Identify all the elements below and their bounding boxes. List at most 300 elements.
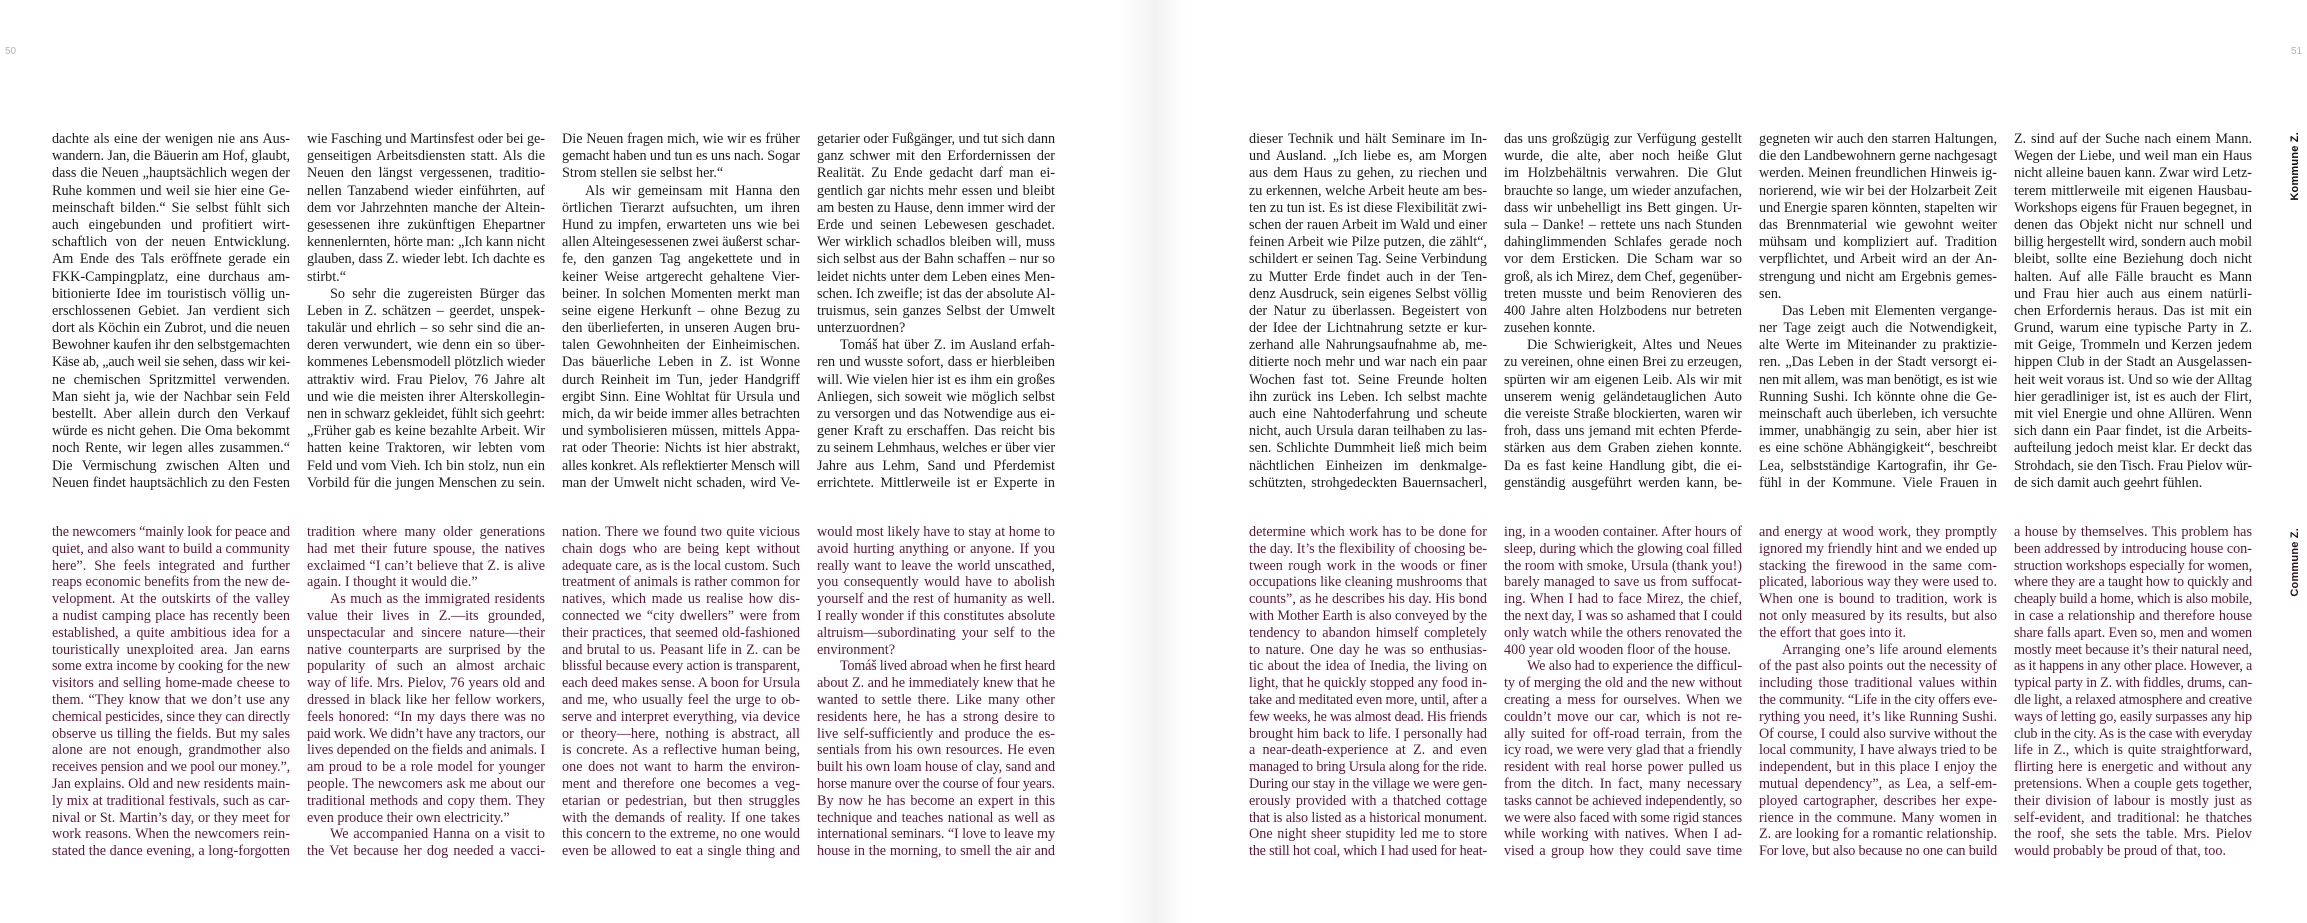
section-label-german: Kommune Z. bbox=[2289, 132, 2301, 201]
text-line bbox=[307, 826, 545, 843]
text-line bbox=[562, 759, 800, 776]
text-line-content: Workshops eigens für Frauen begegnet, in bbox=[2014, 199, 2252, 216]
text-line bbox=[1504, 303, 1742, 320]
text-line-content: den überlieferten, in unseren Augen bru- bbox=[562, 320, 800, 337]
text-line bbox=[2014, 658, 2252, 675]
text-line bbox=[562, 692, 800, 709]
text-line-content: each deed makes sense. A boon for Ursula bbox=[562, 675, 800, 692]
text-line bbox=[2014, 675, 2252, 692]
text-line-content: Wer wirklich schadlos bleiben will, muss bbox=[817, 234, 1055, 251]
text-line-content: avoid hurting anything or anyone. If you bbox=[817, 540, 1055, 557]
text-line-content: natives, which made us realise how dis- bbox=[562, 591, 800, 608]
text-line bbox=[817, 148, 1055, 165]
text-line-content: am besten zu Hause, denn immer wird der bbox=[817, 199, 1055, 216]
text-line bbox=[1504, 692, 1742, 709]
text-line bbox=[307, 406, 545, 423]
text-line bbox=[1759, 524, 1997, 541]
english-text-column bbox=[1759, 524, 1997, 860]
text-line-content: die vereiste Straße blockierten, waren wir bbox=[1504, 406, 1742, 422]
text-line bbox=[817, 406, 1055, 423]
text-line bbox=[2014, 423, 2252, 440]
text-line-content: Z. sind auf der Suche nach einem Mann. bbox=[2014, 131, 2252, 147]
text-line-content: Die Schwierigkeit, Altes und Neues bbox=[1527, 337, 1742, 354]
text-line-content: zu versorgen und das Notwendige aus ei- bbox=[817, 406, 1055, 422]
text-line-content: Vorbild für die jungen Menschen zu sein. bbox=[307, 474, 545, 491]
text-line bbox=[1759, 625, 1997, 642]
text-line-content: Bewohner kaufen ihr den selbstgemachten bbox=[52, 337, 290, 354]
text-line-content: gemacht haben und tun es uns nach. Sogar bbox=[562, 148, 800, 165]
text-line-content: man der Umwelt nicht schaden, wird Ve- bbox=[562, 474, 800, 491]
text-line bbox=[52, 389, 290, 406]
text-line bbox=[1249, 524, 1487, 541]
text-line bbox=[52, 234, 290, 251]
text-line bbox=[562, 541, 800, 558]
text-line bbox=[1249, 625, 1487, 642]
text-line bbox=[307, 793, 545, 810]
text-line-content: sula – Danke! – rettete uns nach Stunden bbox=[1504, 216, 1742, 233]
paragraph bbox=[52, 131, 290, 492]
text-line bbox=[562, 642, 800, 659]
text-line bbox=[307, 183, 545, 200]
text-line-content: chain dogs who are being kept without bbox=[562, 540, 800, 557]
text-line-content: de sich damit auch geehrt fühlen. bbox=[2014, 474, 2203, 491]
text-line-content: Strom stellen sie selbst her.“ bbox=[562, 165, 724, 182]
text-line bbox=[1759, 759, 1997, 776]
text-line bbox=[1759, 148, 1997, 165]
text-line bbox=[307, 440, 545, 457]
text-line bbox=[1504, 200, 1742, 217]
text-line bbox=[817, 303, 1055, 320]
text-line bbox=[1759, 475, 1997, 492]
text-line bbox=[817, 131, 1055, 148]
text-line-content: hatten keine Traktoren, wir lebten vom bbox=[307, 440, 545, 457]
text-line bbox=[1504, 826, 1742, 843]
text-line bbox=[562, 742, 800, 759]
text-line-content: dachte als eine der wenigen nie ans Aus- bbox=[52, 131, 290, 147]
text-line bbox=[52, 574, 290, 591]
text-line bbox=[1759, 692, 1997, 709]
text-line-content: Erde und seinen Lebewesen geschadet. bbox=[817, 216, 1055, 233]
text-line bbox=[2014, 591, 2252, 608]
text-line-content: counts”, as he describes his day. His bond bbox=[1249, 591, 1487, 608]
text-line bbox=[1249, 642, 1487, 659]
text-line bbox=[2014, 709, 2252, 726]
text-line bbox=[52, 337, 290, 354]
text-line-content: even be allowed to eat a single thing and bbox=[562, 843, 800, 860]
text-line bbox=[52, 726, 290, 743]
text-line bbox=[1759, 269, 1997, 286]
text-line-content: yourself and the rest of humanity as well. bbox=[817, 591, 1055, 608]
text-line-content: altruism—subordinating your self to the bbox=[817, 624, 1055, 641]
text-line bbox=[562, 440, 800, 457]
text-line-content: ganz schwer mit den Erfordernissen der bbox=[817, 148, 1055, 165]
text-line-content: ally suited for off-road terrain, from the bbox=[1504, 725, 1742, 742]
text-line bbox=[817, 658, 1055, 675]
text-line-content: nicht alleine bauen kann. Zwar wird Letz- bbox=[2014, 165, 2252, 182]
text-line bbox=[1504, 843, 1742, 860]
paragraph bbox=[1504, 524, 1742, 658]
text-line-content: share falls apart. Even so, men and women bbox=[2014, 624, 2252, 641]
text-line-content: schen der rauen Arbeit im Wald und einer bbox=[1249, 216, 1487, 233]
text-line-content: ing. When I had to face Mirez, the chief, bbox=[1504, 591, 1742, 608]
text-line bbox=[562, 524, 800, 541]
text-line bbox=[1504, 591, 1742, 608]
text-line bbox=[1759, 726, 1997, 743]
paragraph bbox=[1759, 131, 1997, 303]
text-line-content: stacking the firewood in the same com- bbox=[1759, 557, 1997, 574]
text-line-content: zu Mutter Erde findet auch in der Ten- bbox=[1249, 268, 1487, 285]
text-line bbox=[817, 608, 1055, 625]
paragraph bbox=[817, 524, 1055, 658]
text-line bbox=[52, 658, 290, 675]
text-line bbox=[1249, 742, 1487, 759]
paragraph bbox=[1249, 524, 1487, 860]
text-line bbox=[562, 320, 800, 337]
text-line-content: denz Ausdruck, sein eigenes Selbst völlig bbox=[1249, 285, 1487, 302]
text-line-content: sen. Schlichte Dummheit ließ mich beim bbox=[1249, 440, 1487, 457]
text-line bbox=[1249, 458, 1487, 475]
text-line-content: to nature. One day he was so enthusias- bbox=[1249, 641, 1487, 658]
text-line bbox=[817, 776, 1055, 793]
text-line-content: und wie die meisten ihrer Alterskollegin- bbox=[307, 388, 545, 405]
text-line bbox=[562, 826, 800, 843]
text-line-content: gentlich gar nichts mehr essen und bleibt bbox=[817, 182, 1055, 199]
paragraph bbox=[1759, 642, 1997, 860]
text-line-content: der Natur zu überlassen. Begeistert von bbox=[1249, 302, 1487, 319]
text-line bbox=[562, 251, 800, 268]
text-line bbox=[2014, 625, 2252, 642]
text-line-content: We also had to experience the difficul- bbox=[1527, 658, 1742, 675]
text-line bbox=[817, 475, 1055, 492]
text-line bbox=[307, 269, 545, 286]
text-line bbox=[562, 165, 800, 182]
english-text-column bbox=[1504, 524, 1742, 860]
text-line-content: und symbolisieren müssen, mittels Appa- bbox=[562, 423, 800, 440]
text-line-content: with Mother Earth is also conveyed by the bbox=[1249, 607, 1487, 624]
text-line bbox=[52, 475, 290, 492]
text-line bbox=[1504, 423, 1742, 440]
text-line bbox=[1759, 303, 1997, 320]
text-line bbox=[1759, 406, 1997, 423]
text-line-content: das Brennmaterial wie gewohnt weiter bbox=[1759, 216, 1997, 233]
text-line-content: their practices, that seemed old-fashioned bbox=[562, 624, 800, 641]
text-line bbox=[2014, 354, 2252, 371]
text-line-content: schaftlich von der neuen Entwicklung. bbox=[52, 234, 290, 251]
text-line-content: schen. Ich zweifle; ist das der absolute Al- bbox=[817, 285, 1055, 302]
text-line-content: hippen Club in der Stadt an Ausgelassen- bbox=[2014, 354, 2252, 371]
text-line-content: und Energie sparen könnten, stapelten wir bbox=[1759, 199, 1997, 216]
section-label-english: Commune Z. bbox=[2289, 528, 2301, 597]
text-line bbox=[52, 742, 290, 759]
text-line bbox=[1759, 826, 1997, 843]
text-line-content: werden. Meinen freundlichen Hinweis ig- bbox=[1759, 165, 1997, 182]
text-line bbox=[52, 558, 290, 575]
text-line-content: FKK-Campingplatz, eine durchaus am- bbox=[52, 268, 290, 285]
text-line-content: alone are not enough, grandmother also bbox=[52, 742, 290, 759]
text-line bbox=[52, 217, 290, 234]
text-line bbox=[1249, 337, 1487, 354]
text-line bbox=[817, 625, 1055, 642]
text-line-content: pretensions. When a couple gets together, bbox=[2014, 775, 2252, 792]
text-line-content: tic about the idea of Inedia, the living on bbox=[1249, 658, 1487, 675]
text-line bbox=[817, 165, 1055, 182]
text-line bbox=[2014, 810, 2252, 827]
text-line-content: this concern to the extreme, no one would bbox=[562, 826, 800, 843]
text-line-content: gegneten wir auch den starren Haltungen, bbox=[1759, 131, 1997, 147]
text-line-content: live self-sufficiently and produce the es- bbox=[817, 725, 1055, 742]
text-line bbox=[817, 440, 1055, 457]
text-line-content: Die Neuen fragen mich, wie wir es früher bbox=[562, 131, 800, 147]
text-line-content: etarian or pedestrian, but then struggles bbox=[562, 792, 800, 809]
text-line bbox=[817, 217, 1055, 234]
text-line bbox=[2014, 303, 2252, 320]
paragraph bbox=[307, 591, 545, 826]
text-line bbox=[307, 303, 545, 320]
text-line-content: nation. There we found two quite vicious bbox=[562, 524, 800, 540]
text-line bbox=[1504, 148, 1742, 165]
text-line bbox=[52, 406, 290, 423]
text-line-content: the day. It’s the flexibility of choosing be- bbox=[1249, 540, 1487, 557]
text-line-content: würde es nicht gehen. Die Oma bekommt bbox=[52, 423, 290, 440]
text-line bbox=[1504, 458, 1742, 475]
text-line bbox=[2014, 337, 2252, 354]
text-line bbox=[1759, 810, 1997, 827]
text-line bbox=[1759, 675, 1997, 692]
text-line bbox=[52, 793, 290, 810]
text-line bbox=[562, 574, 800, 591]
text-line bbox=[1249, 303, 1487, 320]
text-line bbox=[817, 742, 1055, 759]
text-line bbox=[307, 251, 545, 268]
text-line bbox=[817, 354, 1055, 371]
text-line bbox=[562, 776, 800, 793]
text-line bbox=[1249, 406, 1487, 423]
text-line-content: blissful because every action is transparent, bbox=[562, 658, 800, 675]
paragraph bbox=[52, 524, 290, 860]
text-line-content: brought him back to life. I personally had bbox=[1249, 725, 1487, 742]
text-line-content: the still hot coal, which I had used for heat- bbox=[1249, 843, 1487, 860]
text-line bbox=[52, 440, 290, 457]
text-line-content: sich dann ein Paar findet, ist die Arbeits- bbox=[2014, 423, 2252, 440]
text-line bbox=[1249, 183, 1487, 200]
text-line bbox=[1759, 251, 1997, 268]
text-line-content: environment? bbox=[817, 641, 896, 658]
paragraph bbox=[307, 826, 545, 860]
text-line-content: would most likely have to stay at home to bbox=[817, 524, 1055, 540]
text-line-content: meinschaft bilden.“ Sie selbst fühlt sich bbox=[52, 199, 290, 216]
text-line-content: not only measured by its results, but also bbox=[1759, 607, 1997, 624]
text-line bbox=[52, 810, 290, 827]
text-line bbox=[817, 675, 1055, 692]
text-line-content: bleibt, sollte eine Beziehung doch nicht bbox=[2014, 251, 2252, 268]
text-line-content: residents here, he has a strong desire to bbox=[817, 708, 1055, 725]
text-line bbox=[1504, 165, 1742, 182]
text-line-content: tradition where many older generations bbox=[307, 524, 545, 540]
text-line bbox=[307, 524, 545, 541]
english-text-column bbox=[817, 524, 1055, 860]
text-line-content: mit viel Energie und ohne Allüren. Wenn bbox=[2014, 406, 2252, 422]
text-line-content: das uns großzügig zur Verfügung gestellt bbox=[1504, 131, 1742, 147]
paragraph bbox=[1504, 658, 1742, 860]
text-line bbox=[562, 131, 800, 148]
text-line-content: beiner. In solchen Momenten merkt man bbox=[562, 285, 800, 302]
text-line bbox=[562, 286, 800, 303]
text-line-content: wanted to settle there. Like many other bbox=[817, 691, 1055, 708]
text-line bbox=[1249, 423, 1487, 440]
text-line-content: and brutal to us. Peasant life in Z. can be bbox=[562, 641, 800, 658]
text-line-content: spürten wir am eigenen Leib. Als wir mit bbox=[1504, 371, 1742, 388]
english-text-column bbox=[562, 524, 800, 860]
text-line bbox=[1249, 558, 1487, 575]
text-line bbox=[1759, 234, 1997, 251]
text-line bbox=[1759, 389, 1997, 406]
text-line bbox=[1759, 793, 1997, 810]
text-line-content: is concrete. As a reflective human being, bbox=[562, 742, 800, 759]
text-line-content: When one is bound to tradition, work is bbox=[1759, 591, 1997, 608]
text-line bbox=[307, 148, 545, 165]
text-line bbox=[1249, 675, 1487, 692]
text-line-content: denen das Objekt nicht nur schnell und bbox=[2014, 216, 2252, 233]
text-line-content: es eine schöne Abhängigkeit“, beschreibt bbox=[1759, 440, 1997, 457]
text-line bbox=[1759, 541, 1997, 558]
text-line bbox=[562, 458, 800, 475]
text-line-content: ment and therefore one becomes a veg- bbox=[562, 775, 800, 792]
text-line-content: tendency to abandon himself completely bbox=[1249, 624, 1487, 641]
text-line-content: popularity of such an almost archaic bbox=[307, 658, 545, 675]
text-line-content: truismus, sein ganzes Selbst der Umwelt bbox=[817, 302, 1055, 319]
text-line bbox=[307, 692, 545, 709]
text-line-content: treatment of animals is rather common for bbox=[562, 574, 800, 591]
text-line bbox=[1504, 286, 1742, 303]
text-line bbox=[1759, 320, 1997, 337]
text-line bbox=[307, 458, 545, 475]
text-line bbox=[2014, 742, 2252, 759]
text-line bbox=[2014, 558, 2252, 575]
text-line bbox=[562, 591, 800, 608]
text-line bbox=[307, 286, 545, 303]
text-line-content: Die Vermischung zwischen Alten und bbox=[52, 457, 290, 474]
text-line-content: a house by themselves. This problem has bbox=[2014, 524, 2252, 540]
text-line-content: as it happens in any other place. However, a bbox=[2014, 658, 2252, 675]
text-line bbox=[817, 843, 1055, 860]
text-line bbox=[52, 843, 290, 860]
text-line bbox=[307, 372, 545, 389]
text-line bbox=[817, 389, 1055, 406]
text-line-content: a near-death-experience at Z. and even bbox=[1249, 742, 1487, 759]
text-line-content: alles konkret. Als reflektierter Mensch will bbox=[562, 457, 800, 474]
text-line bbox=[2014, 541, 2252, 558]
text-line-content: Neuen den längst vergessenen, traditio- bbox=[307, 165, 545, 182]
text-line bbox=[1504, 234, 1742, 251]
text-line bbox=[1759, 372, 1997, 389]
text-line bbox=[2014, 608, 2252, 625]
text-line-content: mühsam und kompliziert auf. Tradition bbox=[1759, 234, 1997, 251]
text-line-content: billig hergestellt wird, sondern auch mobil bbox=[2014, 234, 2252, 251]
text-line-content: norierend, wie wir bei der Holzarbeit Zeit bbox=[1759, 182, 1997, 199]
text-line bbox=[52, 458, 290, 475]
text-line-content: few weeks, he was almost dead. His friends bbox=[1249, 708, 1487, 725]
text-line-content: dem vor Jahrzehnten manche der Altein- bbox=[307, 199, 545, 216]
text-line-content: adequate care, as is the local custom. Such bbox=[562, 557, 800, 574]
text-line bbox=[307, 217, 545, 234]
text-line-content: getarier oder Fußgänger, und tut sich dann bbox=[817, 131, 1055, 147]
text-line bbox=[1504, 558, 1742, 575]
text-line-content: been addressed by introducing house con- bbox=[2014, 540, 2252, 557]
text-line-content: resident with real horse power pulled us bbox=[1504, 759, 1742, 776]
text-line-content: chen Erfordernis heraus. Das ist mit ein bbox=[2014, 302, 2252, 319]
text-line bbox=[2014, 843, 2252, 860]
text-line-content: built his own loam house of clay, sand and bbox=[817, 759, 1055, 776]
text-line-content: gesessenen ihre zukünftigen Ehepartner bbox=[307, 216, 545, 233]
text-line bbox=[817, 372, 1055, 389]
text-line bbox=[1759, 574, 1997, 591]
text-line bbox=[2014, 440, 2252, 457]
text-line-content: During our stay in the village we were gen- bbox=[1249, 775, 1487, 792]
text-line-content: the effort that goes into it. bbox=[1759, 624, 1907, 641]
text-line bbox=[52, 423, 290, 440]
text-line-content: way of life. Mrs. Pielov, 76 years old and bbox=[307, 675, 545, 692]
text-line-content: ly mix at traditional festivals, such as car- bbox=[52, 792, 290, 809]
text-line-content: glauben, dass Z. wieder lebt. Ich dachte es bbox=[307, 251, 545, 268]
text-line-content: observe us tilling the fields. But my sales bbox=[52, 725, 290, 742]
paragraph bbox=[817, 131, 1055, 337]
right-page bbox=[1153, 0, 2307, 923]
text-line-content: zu seinem Lehmhaus, welches er über vier bbox=[817, 440, 1055, 457]
text-line bbox=[562, 843, 800, 860]
text-line bbox=[1249, 440, 1487, 457]
text-line-content: work reasons. When the newcomers rein- bbox=[52, 826, 290, 843]
text-line bbox=[1249, 389, 1487, 406]
text-line bbox=[2014, 642, 2252, 659]
text-line-content: nen in schwarz gekleidet, fühlt sich geehrt: bbox=[307, 406, 545, 422]
text-line-content: dle light, a relaxed atmosphere and creative bbox=[2014, 691, 2252, 708]
text-line bbox=[52, 625, 290, 642]
text-line-content: und Ausland. „Ich liebe es, am Morgen bbox=[1249, 148, 1487, 165]
text-line bbox=[1504, 269, 1742, 286]
text-line bbox=[307, 759, 545, 776]
text-line-content: 400 Jahre alten Holzbodens nur betreten bbox=[1504, 302, 1742, 319]
text-line-content: struction workshops especially for women, bbox=[2014, 557, 2252, 574]
text-line-content: Running Sushi. Ich könnte ohne die Ge- bbox=[1759, 388, 1997, 405]
text-line bbox=[1504, 759, 1742, 776]
text-line-content: zu erkennen, welche Arbeit heute am bes- bbox=[1249, 182, 1487, 199]
text-line-content: self-evident, and traditional: he thatches bbox=[2014, 809, 2252, 826]
text-line bbox=[307, 131, 545, 148]
paragraph bbox=[307, 524, 545, 591]
text-line bbox=[562, 269, 800, 286]
text-line-content: ty of merging the old and the new without bbox=[1504, 675, 1742, 692]
text-line bbox=[52, 692, 290, 709]
text-line-content: where they are a taught how to quickly and bbox=[2014, 574, 2252, 591]
page-number-right: 51 bbox=[2291, 46, 2303, 57]
text-line-content: allen Alteingesessenen zwei äußerst schar- bbox=[562, 234, 800, 251]
text-line-content: By now he has become an expert in this bbox=[817, 792, 1055, 809]
text-line-content: including those traditional values within bbox=[1759, 675, 1997, 692]
german-text-column bbox=[2014, 131, 2252, 492]
text-line bbox=[1759, 742, 1997, 759]
text-line-content: Tomáš lived abroad when he first heard bbox=[840, 658, 1055, 675]
text-line bbox=[1759, 354, 1997, 371]
text-line bbox=[1249, 541, 1487, 558]
text-line-content: while working with natives. When I ad- bbox=[1504, 826, 1742, 843]
text-line-content: dressed in black like her fellow workers, bbox=[307, 691, 545, 708]
text-line bbox=[1504, 372, 1742, 389]
text-line-content: life in Z., which is quite straightforward, bbox=[2014, 742, 2252, 759]
text-line-content: Strohdach, sie den Tisch. Frau Pielov wür- bbox=[2014, 457, 2252, 474]
english-text-column bbox=[52, 524, 290, 860]
page-number-left: 50 bbox=[5, 46, 17, 57]
text-line bbox=[817, 726, 1055, 743]
